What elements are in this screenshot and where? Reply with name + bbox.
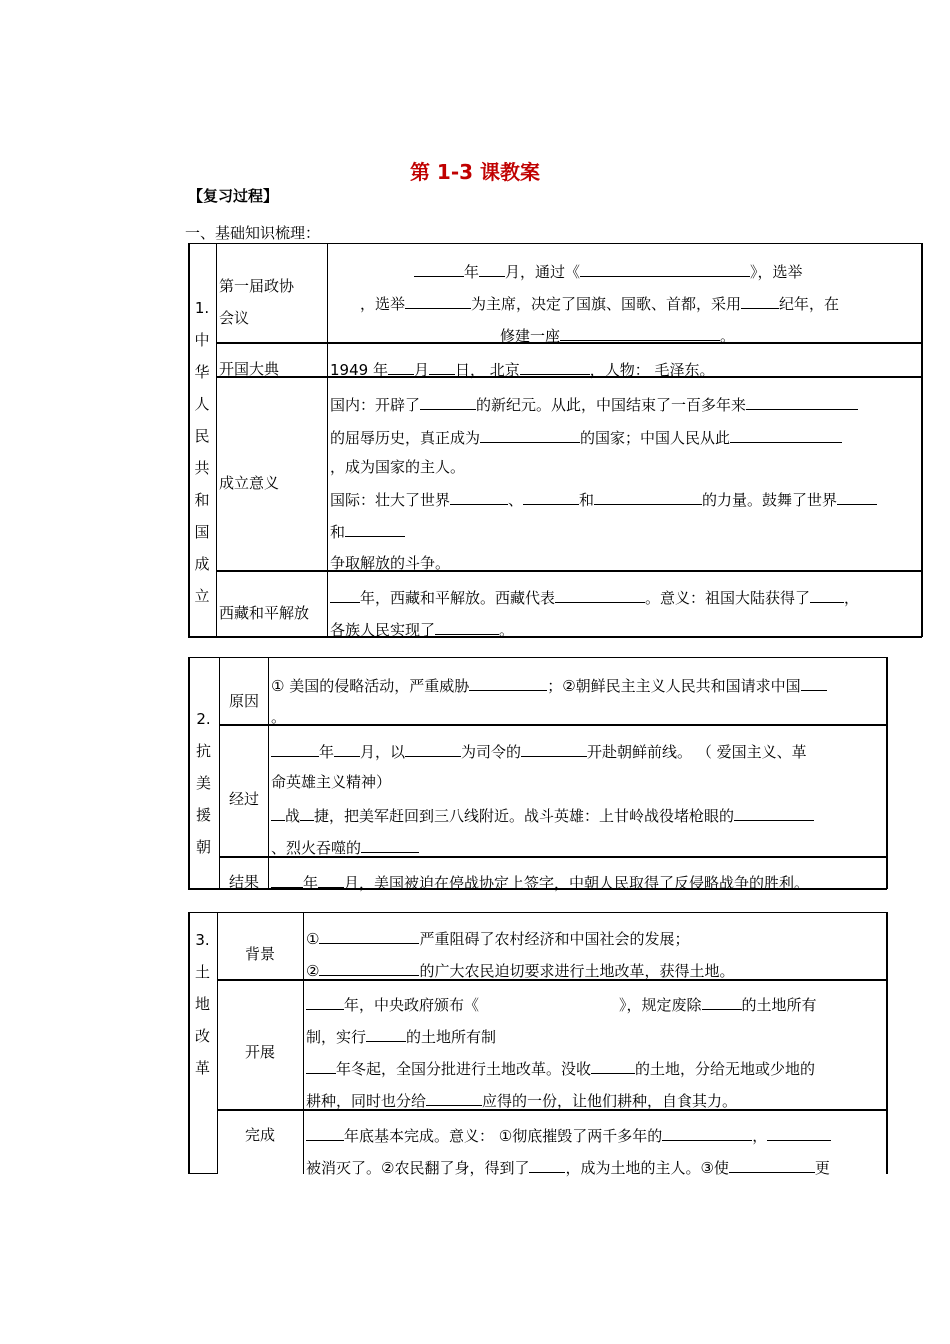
- intro-heading: 一、基础知识梳理：: [185, 224, 321, 242]
- table-border: [327, 243, 328, 637]
- cell-implementation-head: 开展: [245, 1043, 276, 1061]
- table-border: [217, 912, 218, 1174]
- table-border: [219, 724, 887, 726]
- cell-tibet-line: 年，西藏和平解放。西藏代表 。意义：祖国大陆获得了 ，: [330, 588, 859, 607]
- section-heading: 【复习过程】: [188, 187, 279, 205]
- cell-significance-line: 和: [330, 522, 405, 541]
- cell-tibet-head: 西藏和平解放: [219, 604, 310, 622]
- table-border: [268, 657, 269, 889]
- cell-cause-head: 原因: [229, 692, 260, 710]
- table-border: [303, 912, 304, 1174]
- cell-significance-line: 争取解放的斗争。: [330, 554, 451, 572]
- cell-significance-line: 国内：开辟了 的新纪元。从此，中国结束了一百多年来: [330, 395, 858, 414]
- cell-cppcc-head: 会议: [219, 309, 250, 327]
- cell-ceremony-line: 1949 年 月 日， 北京 ，人物： 毛泽东。: [330, 361, 715, 379]
- cell-implementation-line: 年冬起，全国分批进行土地改革。没收 的土地，分给无地或少地的: [306, 1059, 815, 1078]
- table-border: [886, 657, 888, 889]
- cell-completion-head: 完成: [245, 1126, 276, 1144]
- cell-cppcc-head: 第一届政协: [219, 277, 295, 295]
- row-label-korea: 2. 抗 美 援 朝: [195, 710, 211, 856]
- table-border: [188, 243, 922, 244]
- cell-significance-line: 国际：壮大了世界 、 和 的力量。鼓舞了世界: [330, 490, 877, 509]
- cell-completion-line: 被消灭了。②农民翻了身，得到了 ，成为土地的主人。③使 更: [306, 1159, 830, 1177]
- row-label-founding: 1. 中 华 人 民 共 和 国 成 立: [194, 299, 210, 605]
- table-border: [216, 243, 217, 637]
- cell-cppcc-line: ，选举 为主席，决定了国旗、国歌、首都，采用 纪年，在: [360, 295, 840, 313]
- cell-cppcc-line: 修建一座 。: [500, 327, 736, 345]
- cell-cause-line: 。: [271, 708, 287, 726]
- cell-cppcc-line: 年 月，通过《 》，选举: [414, 262, 803, 281]
- cell-background-line: ② 的广大农民迫切要求进行土地改革，获得土地。: [306, 962, 735, 980]
- table-border: [886, 912, 888, 1174]
- table-border: [188, 657, 887, 658]
- cell-significance-line: ，成为国家的主人。: [330, 458, 466, 476]
- table-border: [188, 636, 922, 638]
- cell-background-head: 背景: [245, 945, 276, 963]
- cell-background-line: ① 严重阻碍了农村经济和中国社会的发展；: [306, 930, 690, 948]
- cell-cause-line: ① 美国的侵略活动，严重威胁 ；②朝鲜民主主义人民共和国请求中国: [271, 676, 827, 695]
- cell-implementation-line: 耕种，同时也分给 应得的一份，让他们耕种，自食其力。: [306, 1092, 738, 1110]
- cell-process-line: 年 月，以 为司令的 开赴朝鲜前线。 （ 爱国主义、革: [271, 742, 807, 761]
- page-title: 第 1-3 课教案: [409, 160, 541, 184]
- table-border: [188, 1173, 217, 1174]
- cell-process-line: 、烈火吞噬的: [271, 838, 419, 857]
- table-border: [921, 243, 923, 637]
- cell-implementation-line: 年，中央政府颁布《 》，规定废除 的土地所有: [306, 995, 817, 1014]
- cell-ceremony-head: 开国大典: [219, 360, 280, 378]
- table-border: [216, 570, 922, 572]
- row-label-land-reform: 3. 土 地 改 革: [194, 931, 210, 1077]
- table-border: [188, 912, 887, 913]
- cell-process-line: 战 捷，把美军赶回到三八线附近。战斗英雄：上甘岭战役堵枪眼的: [271, 806, 814, 825]
- cell-process-head: 经过: [229, 790, 260, 808]
- cell-significance-head: 成立意义: [219, 474, 280, 492]
- cell-completion-line: 年底基本完成。意义： ①彻底摧毁了两千多年的 ，: [306, 1126, 831, 1145]
- cell-implementation-line: 制，实行 的土地所有制: [306, 1028, 497, 1046]
- cell-process-line: 命英雄主义精神）: [271, 773, 392, 791]
- cell-tibet-line: 各族人民实现了 。: [330, 621, 515, 639]
- cell-significance-line: 的屈辱历史，真正成为 的国家；中国人民从此: [330, 428, 842, 447]
- cell-result-head: 结果: [229, 873, 260, 891]
- table-border: [219, 657, 220, 889]
- cell-result-line: 年 月，美国被迫在停战协定上签字，中朝人民取得了反侵略战争的胜利。: [271, 873, 809, 892]
